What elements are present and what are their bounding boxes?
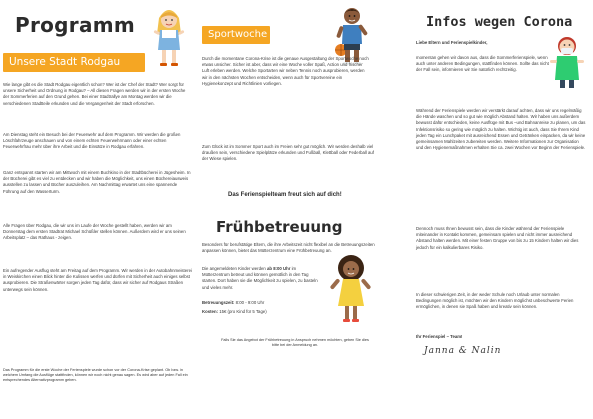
paragraph: Wie lange gibt es die Stadt Rodgau eigentlich schon? Wer ist der Chef der Stadt? Wer sorgt für unsere Sicherheit und Ordnung in Rodgau? – All diesen Fragen werden wir in der ersten Woche der Sommerferien auf den Grund gehen. Bei einer Stadtrallye am Montag werden wir die verschiedenen Stadtteile erkunden und die Vergangenheit der Stadt erforschen.	[3, 82, 186, 106]
team-highlight: Das Ferienspielteam freut sich auf dich!	[228, 192, 342, 198]
paragraph	[202, 266, 320, 291]
footnote: Das Programm für die erste Woche der Ferienspiele wurde schon vor der Corona-Krise geplant. Ob bzw. in welchem Umfang die Ausflüge stattfinden, können wir noch nicht genau sagen. Es wird aber auf jeden Fall ein entsprechendes Alternativprogramm geben.	[3, 368, 188, 383]
text-emphasis: ab 8:00 Uhr	[266, 266, 291, 271]
paragraph: Ganz entspannt starten wir am Mittwoch mit einem Buchkino in der Stadtbücherei in Jügesheim. In der Bücherei gibt es viel zu entdecken und wir haben die Möglichkeit, uns einen Büchereiausweis ausstellen zu lassen und Bücher auszuleihen. Am Nachmittag erwartet uns eine spannende Führung auf den Wasserturm.	[3, 170, 191, 194]
paragraph: Durch die momentane Corona-Krise ist die genaue Ausgestaltung der Sportwoche noch etwas unsicher. Sicher ist aber, dass wir eine Woche voller Spaß, Action und frischer Luft erleben werden. Welche Sportarten wir neben Tennis noch ausprobieren, werden wir in den nächsten Wochen entscheiden, wenn auch für Sportvereine ein Hygienekonzept und Richtlinien vorliegen.	[202, 56, 369, 86]
greeting: Liebe Eltern und Ferienspielkinder,	[416, 40, 488, 45]
paragraph: Alle Fragen über Rodgau, die wir uns im Laufe der Woche gestellt haben, werden wir am Donnerstag dem ersten Stadtrat Michael Schüßler stellen können. Außerdem wird er uns seinen Arbeitsplatz – das Rathaus - zeigen.	[3, 223, 186, 241]
time-value: 8:00 - 9:00 Uhr	[234, 300, 265, 305]
paragraph: Zum Glück ist im Sommer Sport auch im Freien sehr gut möglich. Wir werden deshalb viel draußen sein, verschiedene Spielplätze erkunden und Fußball, Klettball oder Federball auf der Wiese spielen.	[202, 144, 374, 162]
section-banner-rodgau: Unsere Stadt Rodgau	[3, 53, 145, 72]
infos-corona-title: Infos wegen Corona	[426, 14, 573, 30]
column-corona	[396, 0, 593, 419]
footnote: Falls Sie das Angebot der Frühbetreuung in Anspruch nehmen möchten, geben Sie dies bitte bei der Anmeldung an.	[221, 338, 369, 348]
paragraph: Besonders für berufstätige Eltern, die ihre Arbeitszeit nicht flexibel an die Betreuungszeiten anpassen können, bietet das Mütterzentrum eine Frühbetreuung an.	[202, 242, 375, 254]
programm-title: Programm	[15, 13, 136, 37]
masked-child-icon	[548, 34, 586, 92]
paragraph: Dennoch muss Ihnen bewusst sein, dass die Kinder während der Ferienspiele miteinander in Kontakt kommen, gemeinsam spielen und nicht immer ausreichend Abstand halten werden. Mit einer festen Gruppe von bis zu 15 Kindern halten wir dies jedoch für ein kalkulierbares Risiko.	[416, 226, 579, 250]
girl-illustration-icon	[150, 4, 188, 70]
text-segment: im Mütterzentrum betreut und können gemütlich in den Tag starten. Dort haben sie die Möglichkeit zu spielen, zu basteln und vieles mehr.	[202, 266, 318, 290]
girl-illustration-icon	[328, 250, 374, 326]
paragraph: Am Dienstag steht ein Besuch bei der Feuerwehr auf dem Programm. Wir werden die großen Löschfahrzeuge anschauen und von einem echten Feuerwehrmann oder einer echten Feuerwehrfrau mehr über ihre Arbeit und die Einsätze in Rodgau erfahren.	[3, 132, 181, 150]
fruehbetreuung-title: Frühbetreuung	[216, 218, 343, 236]
paragraph: momentan gehen wir davon aus, dass die Sommerferienspiele, wenn auch unter anderen Bedingungen, stattfinden können. Sollte das nicht der Fall sein, informieren wir Sie natürlich rechtzeitig.	[416, 55, 549, 73]
cost-label: Kosten:	[202, 309, 218, 314]
kosten-line	[202, 309, 267, 315]
closing: Ihr Ferienspiel – Team!	[416, 334, 463, 339]
betreuungszeit-line	[202, 300, 264, 306]
column-programm	[0, 0, 198, 419]
section-banner-sportwoche: Sportwoche	[202, 26, 270, 44]
time-label: Betreuungszeit:	[202, 300, 235, 305]
paragraph: Während der Ferienspiele werden wir verstärkt darauf achten, dass wir uns regelmäßig die Hände waschen und so gut wie möglich Abstand halten. Wir haben uns außerdem bewusst dafür entschieden, keine Ausflüge mit Bus –und Bahnanreise zu planen, um das Infektionsrisiko so gering wie möglich zu halten. Wichtig ist auch, dass Sie Ihrem Kind jeden Tag ein Lunchpaket mit ausreichend Essen und Getränken einpacken, da wir keine gemeinsamen Mahlzeiten zubereiten werden. Weitere Informationen zur Organisation und den Hygienemaßnahmen erhalten Sie ca. zwei Wochen vor Beginn der Ferienspiele.	[416, 108, 586, 151]
paragraph: Ein aufregender Ausflug steht am Freitag auf dem Programm. Wir werden in der Autobahnmeisterei in Weiskirchen einen Blick hinter die Kulissen werfen und dürfen mit Sicherheit auch einiges selbst ausprobieren. Die Straßenwärter sorgen jeden Tag dafür, dass wir sicher auf Rodgaus Straßen unterwegs sein können.	[3, 268, 192, 292]
text-segment: Die angemeldeten Kinder werden	[202, 266, 267, 271]
signature: Janna & Nalin	[424, 346, 502, 356]
cost-value: 15€ (pro Kind für 5 Tage)	[218, 309, 267, 314]
paragraph: In dieser schwierigen Zeit, in der weder Schule noch Urlaub unter normalen Bedingungen möglich ist, möchten wir den Kindern möglichst unbeschwerte Ferien ermöglichen, in denen sie Spaß haben und kreativ sein können.	[416, 292, 574, 310]
column-sport	[198, 0, 396, 419]
